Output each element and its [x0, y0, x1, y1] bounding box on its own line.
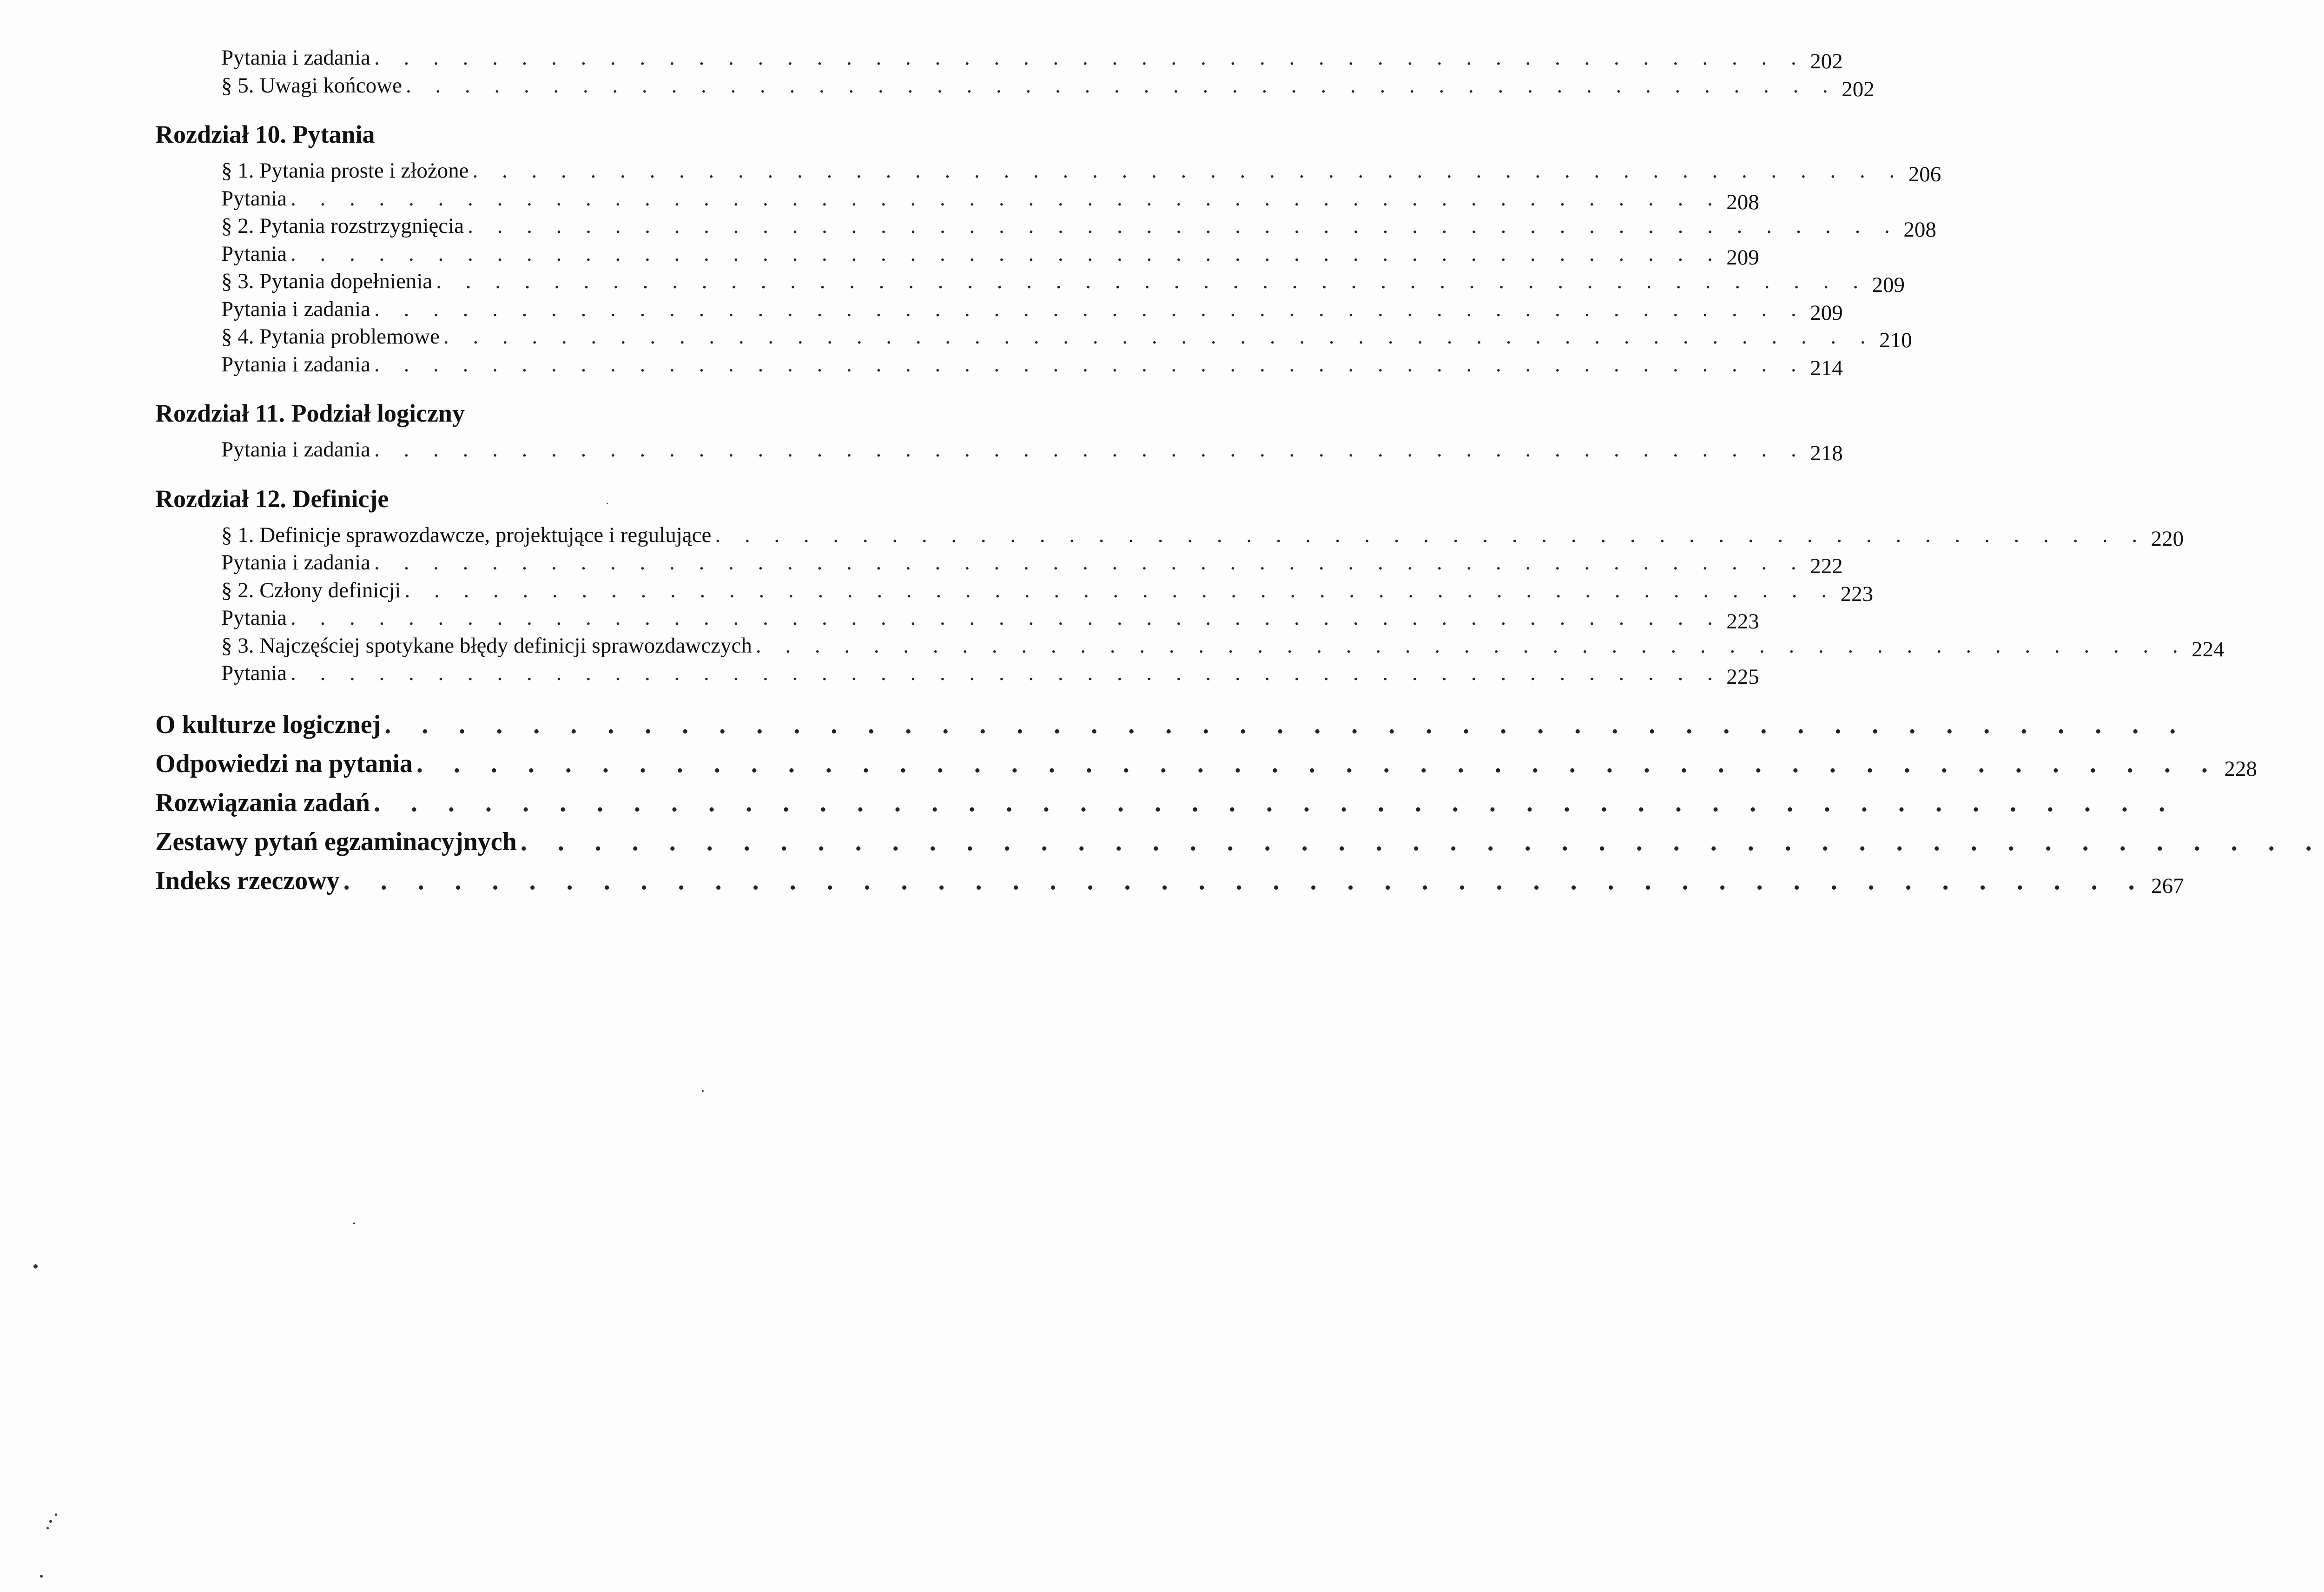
dot-leader: . . . . . . . . . . . . . . . . . . . . . . . . . . . . . . . . . . . . . . . . . . . . . . . . . [374, 297, 1806, 321]
toc-page-number: 222 [1810, 554, 1843, 578]
toc-page-number: 206 [1908, 162, 1941, 186]
toc-entry-label: Pytania [221, 241, 287, 266]
scan-speck [46, 1527, 49, 1529]
dot-leader: . . . . . . . . . . . . . . . . . . . . . . . . . . . . . . . . . . . . . . . . . . . . . . . . . [374, 46, 1806, 70]
dot-leader: . . . . . . . . . . . . . . . . . . . . . . . . . . . . . . . . . . . . . . . . . . . . . . . . . [374, 352, 1806, 377]
toc-page-number: 210 [1879, 328, 1912, 352]
dot-leader: . . . . . . . . . . . . . . . . . . . . . . . . . . . . . . . . . . . . . . . . . . . . . . . . . [443, 324, 1875, 349]
toc-entry[interactable] [155, 185, 1759, 214]
toc-entry[interactable] [155, 436, 1843, 465]
toc-entry-label: § 1. Pytania proste i złożone [221, 159, 469, 183]
toc-page-number: 228 [2224, 756, 2257, 781]
toc-entry-label: Pytania i zadania [221, 437, 371, 462]
toc-main-entry[interactable] [155, 861, 2184, 900]
dot-leader: . . . . . . . . . . . . . . . . . . . . . . . . . . . . . . . . . . . . . . . . . . . . . . . . . [374, 550, 1806, 575]
toc-page-number: 223 [1840, 581, 1874, 606]
dot-leader: . . . . . . . . . . . . . . . . . . . . . . . . . . . . . . . . . . . . . . . . . . . . . . . . . [374, 788, 2177, 817]
toc-entry-label: Pytania [221, 186, 287, 211]
dot-leader: . . . . . . . . . . . . . . . . . . . . . . . . . . . . . . . . . . . . . . . . . . . . . . . . . [290, 241, 1722, 266]
toc-entry-label: Pytania i zadania [221, 297, 371, 321]
toc-entry-label: § 5. Uwagi końcowe [221, 73, 402, 98]
toc-entry-label: Zestawy pytań egzaminacyjnych [155, 827, 517, 856]
scan-speck [49, 1520, 52, 1523]
toc-page-number: 220 [2151, 526, 2184, 551]
toc-entry[interactable] [155, 604, 1759, 634]
toc-main-entry[interactable] [155, 744, 2257, 783]
toc-entry-label: § 2. Człony definicji [221, 578, 401, 602]
toc-page-number: 225 [1726, 665, 1759, 689]
toc-entry-label: § 1. Definicje sprawozdawcze, projektujące i regulujące [221, 522, 712, 547]
scan-speck [40, 1575, 43, 1578]
dot-leader: . . . . . . . . . . . . . . . . . . . . . . . . . . . . . . . . . . . . . . . . . . . . . . . . . [374, 437, 1806, 462]
toc-entry[interactable] [155, 268, 1905, 297]
toc-entry[interactable] [155, 323, 1912, 352]
dot-leader: . . . . . . . . . . . . . . . . . . . . . . . . . . . . . . . . . . . . . . . . . . . . . . . . . [384, 710, 2188, 739]
toc-entry[interactable] [155, 577, 1874, 606]
toc-entry[interactable] [155, 660, 1759, 689]
toc-entry-label: Pytania i zadania [221, 46, 371, 70]
toc-entry[interactable] [155, 212, 1936, 242]
toc-entry-label: Odpowiedzi na pytania [155, 749, 413, 778]
dot-leader: . . . . . . . . . . . . . . . . . . . . . . . . . . . . . . . . . . . . . . . . . . . . . . . . . [404, 578, 1836, 602]
chapter-heading[interactable]: Rozdział 11. Podział logiczny [155, 399, 465, 427]
toc-entry[interactable] [155, 72, 1875, 101]
toc-entry-label: Rozwiązania zadań [155, 788, 370, 817]
toc-main-entry[interactable] [155, 822, 2324, 861]
dot-leader: . . . . . . . . . . . . . . . . . . . . . . . . . . . . . . . . . . . . . . . . . . . . . . . . . [520, 827, 2324, 856]
toc-main-entry[interactable] [155, 705, 2188, 744]
toc-entry[interactable] [155, 296, 1843, 325]
scan-speck [353, 1222, 355, 1224]
dot-leader: . . . . . . . . . . . . . . . . . . . . . . . . . . . . . . . . . . . . . . . . . . . . . . . . . [468, 214, 1899, 238]
toc-entry-label: § 3. Najczęściej spotykane błędy definicji sprawozdawczych [221, 633, 752, 658]
scan-speck [55, 1513, 57, 1516]
toc-page-number: 218 [1810, 441, 1843, 465]
dot-leader: . . . . . . . . . . . . . . . . . . . . . . . . . . . . . . . . . . . . . . . . . . . . . . . . . [436, 269, 1868, 293]
table-of-contents [155, 44, 2324, 900]
toc-entry-label: Pytania i zadania [221, 352, 371, 377]
toc-main-entry[interactable] [155, 783, 2177, 822]
section-spacer [155, 687, 1080, 705]
toc-entry[interactable] [155, 351, 1843, 380]
toc-page-number: 223 [1726, 609, 1759, 634]
dot-leader: . . . . . . . . . . . . . . . . . . . . . . . . . . . . . . . . . . . . . . . . . . . . . . . . . [290, 186, 1722, 211]
scan-speck [607, 503, 608, 504]
toc-entry-label: § 4. Pytania problemowe [221, 324, 440, 349]
toc-page-number: 209 [1872, 273, 1905, 297]
toc-entry[interactable] [155, 632, 2225, 661]
toc-entry[interactable] [155, 44, 1843, 73]
scan-speck [33, 1264, 38, 1268]
toc-page-number: 209 [1810, 300, 1843, 325]
chapter-heading[interactable]: Rozdział 12. Definicje [155, 484, 389, 513]
toc-page-number: 202 [1842, 77, 1875, 101]
toc-entry-label: § 3. Pytania dopełnienia [221, 269, 433, 293]
toc-entry[interactable] [155, 549, 1843, 578]
scan-speck [702, 1090, 704, 1092]
dot-leader: . . . . . . . . . . . . . . . . . . . . . . . . . . . . . . . . . . . . . . . . . . . . . . . . . [405, 73, 1837, 98]
toc-page-number: 202 [1810, 49, 1843, 73]
dot-leader: . . . . . . . . . . . . . . . . . . . . . . . . . . . . . . . . . . . . . . . . . . . . . . . . . [343, 866, 2147, 895]
toc-entry-label: Pytania i zadania [221, 550, 371, 575]
toc-entry-label: § 2. Pytania rozstrzygnięcia [221, 214, 464, 238]
dot-leader: . . . . . . . . . . . . . . . . . . . . . . . . . . . . . . . . . . . . . . . . . . . . . . . . . [416, 749, 2220, 778]
toc-entry-label: Pytania [221, 606, 287, 630]
dot-leader: . . . . . . . . . . . . . . . . . . . . . . . . . . . . . . . . . . . . . . . . . . . . . . . . . [290, 606, 1722, 630]
chapter-heading[interactable]: Rozdział 10. Pytania [155, 120, 375, 148]
toc-entry-label: O kulturze logicznej [155, 710, 381, 739]
toc-page-number: 208 [1726, 190, 1759, 214]
toc-page-number: 208 [1903, 218, 1936, 242]
toc-page-number: 209 [1726, 245, 1759, 270]
toc-entry[interactable] [155, 522, 2184, 551]
toc-entry-label: Pytania [221, 661, 287, 685]
toc-page-number: 224 [2192, 637, 2225, 661]
dot-leader: . . . . . . . . . . . . . . . . . . . . . . . . . . . . . . . . . . . . . . . . . . . . . . . . . [715, 522, 2147, 547]
toc-page-number: 267 [2151, 873, 2184, 898]
dot-leader: . . . . . . . . . . . . . . . . . . . . . . . . . . . . . . . . . . . . . . . . . . . . . . . . . [472, 159, 1904, 183]
dot-leader: . . . . . . . . . . . . . . . . . . . . . . . . . . . . . . . . . . . . . . . . . . . . . . . . . [755, 633, 2187, 658]
toc-entry[interactable] [155, 240, 1759, 270]
dot-leader: . . . . . . . . . . . . . . . . . . . . . . . . . . . . . . . . . . . . . . . . . . . . . . . . . [290, 661, 1722, 685]
toc-entry-label: Indeks rzeczowy [155, 866, 340, 895]
toc-page-number: 214 [1810, 356, 1843, 380]
toc-entry[interactable] [155, 157, 1941, 186]
